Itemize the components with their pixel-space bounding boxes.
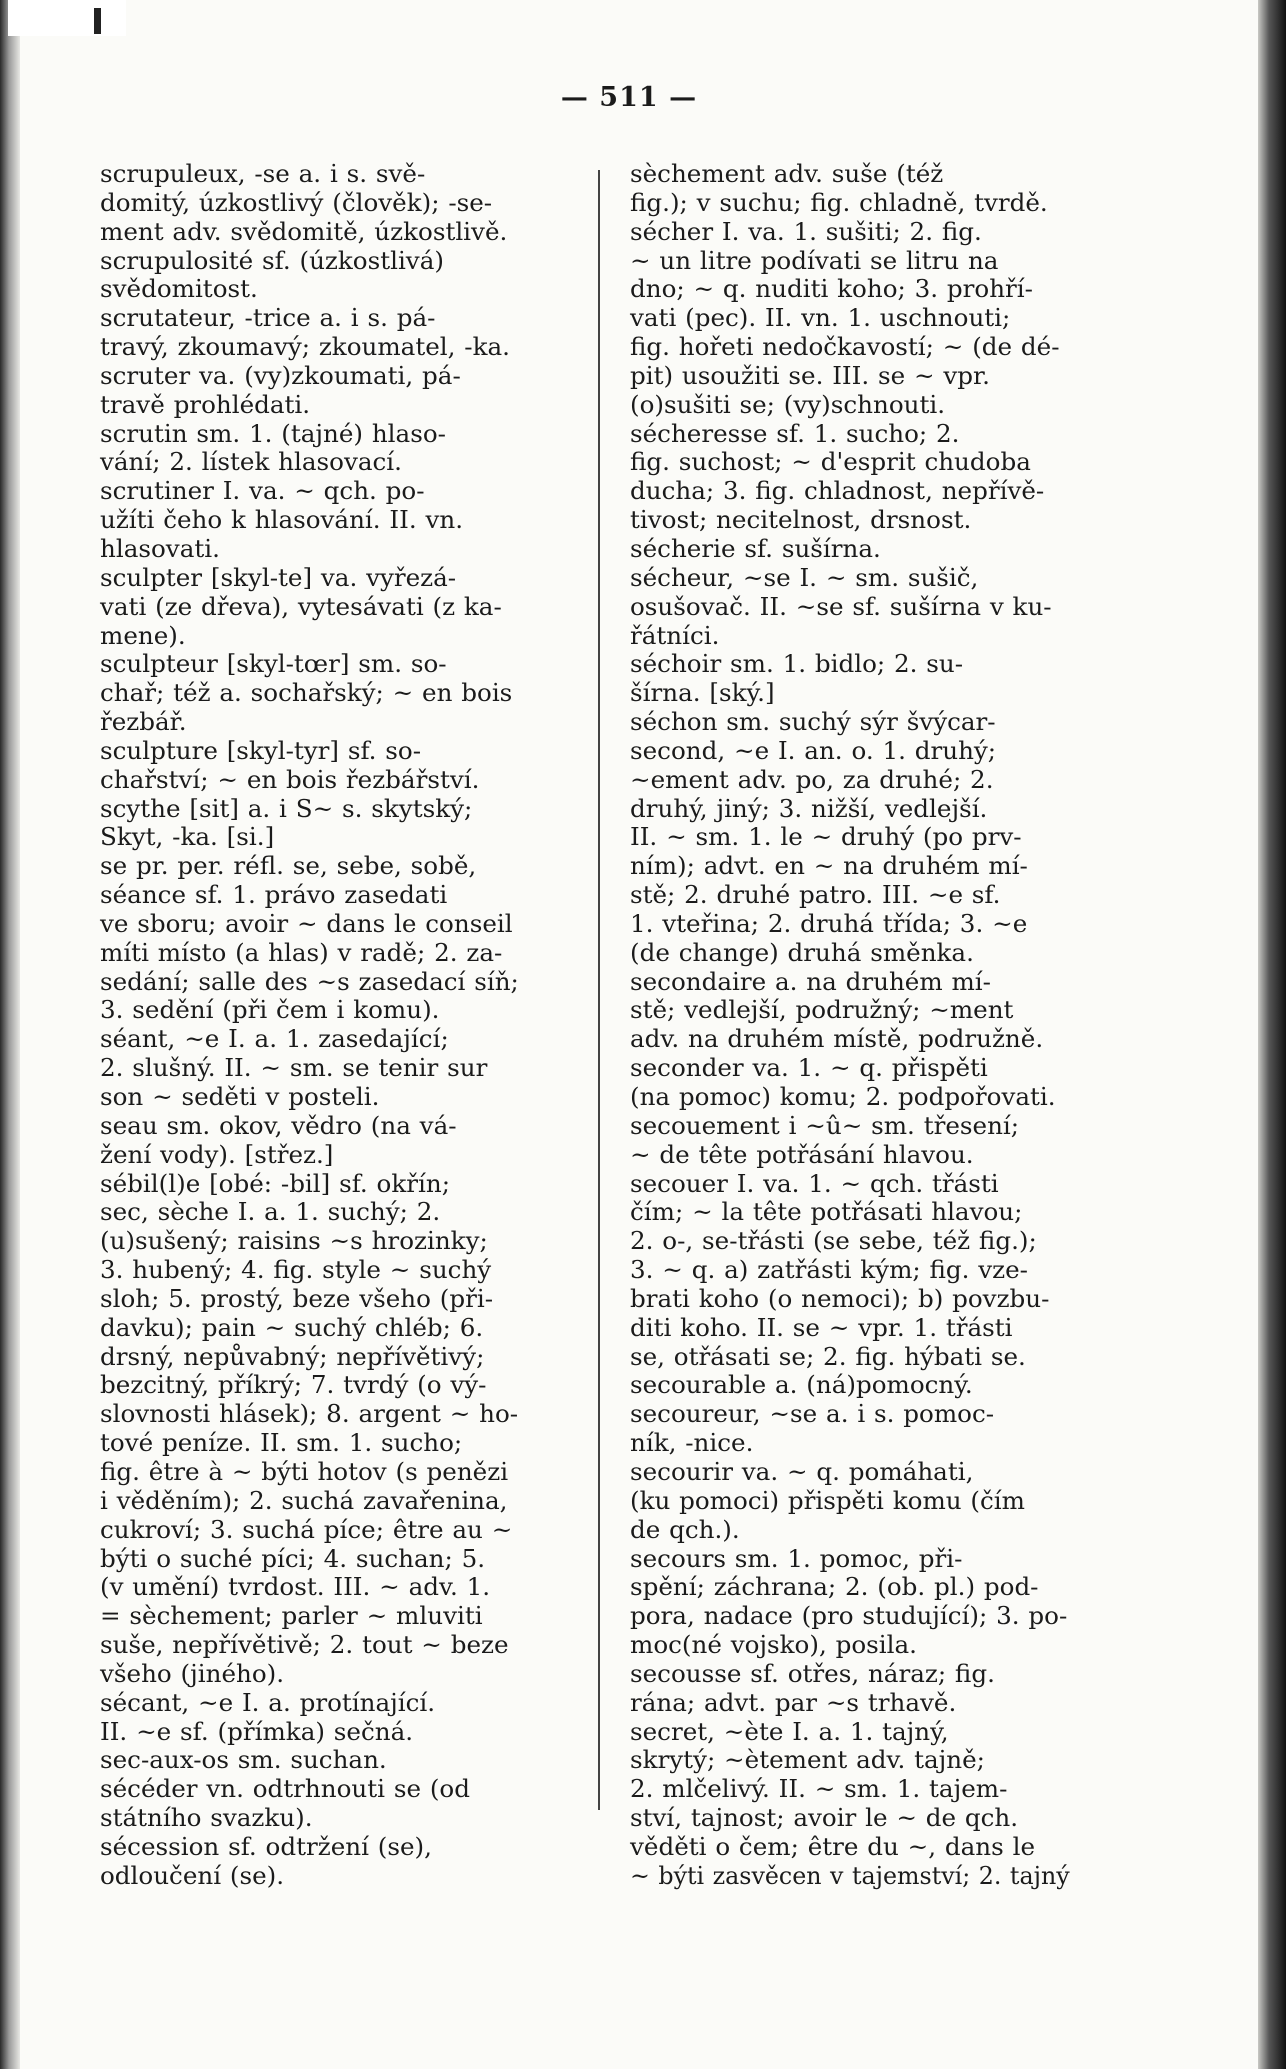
dictionary-line: míti místo (a hlas) v radě; 2. za- <box>100 937 503 967</box>
dictionary-line: sécheur, ~se I. ~ sm. sušič, <box>630 562 979 592</box>
dictionary-line: ství, tajnost; avoir le ~ de qch. <box>630 1803 1019 1833</box>
page-number: — 511 — <box>560 82 698 113</box>
dictionary-line: i věděním); 2. suchá zavařenina, <box>100 1485 508 1515</box>
dictionary-line: secouement i ~û~ sm. třesení; <box>630 1110 1020 1140</box>
dictionary-line: secours sm. 1. pomoc, při- <box>630 1543 963 1573</box>
dictionary-line: sculpture [skyl-tyr] sf. so- <box>100 735 422 765</box>
column-divider <box>598 170 600 1810</box>
dictionary-line: adv. na druhém místě, podružně. <box>630 1024 1044 1054</box>
dictionary-line: ducha; 3. fig. chladnost, nepřívě- <box>630 476 1045 506</box>
dictionary-line: 3. hubený; 4. fig. style ~ suchý <box>100 1255 492 1285</box>
dictionary-line: sécher I. va. 1. sušiti; 2. fig. <box>630 216 982 246</box>
dictionary-line: stě; 2. druhé patro. III. ~e sf. <box>630 880 1001 910</box>
dictionary-line: hlasovati. <box>100 533 220 563</box>
dictionary-line: domitý, úzkostlivý (člověk); -se- <box>100 187 493 217</box>
dictionary-line: fig. être à ~ býti hotov (s penězi <box>100 1456 509 1486</box>
dictionary-line: býti o suché píci; 4. suchan; 5. <box>100 1543 486 1573</box>
scan-left-edge <box>0 0 20 2069</box>
dictionary-line: sculpteur [skyl-tœr] sm. so- <box>100 649 447 679</box>
dictionary-line: mene). <box>100 620 186 650</box>
dictionary-line: ve sboru; avoir ~ dans le conseil <box>100 908 513 938</box>
dictionary-line: druhý, jiný; 3. nižší, vedlejší. <box>630 793 988 823</box>
dictionary-line: drsný, nepůvabný; nepřívětivý; <box>100 1341 485 1371</box>
dictionary-line: séant, ~e I. a. 1. zasedající; <box>100 1024 449 1054</box>
dictionary-line: rána; advt. par ~s trhavě. <box>630 1687 957 1717</box>
dictionary-line: séance sf. 1. právo zasedati <box>100 880 448 910</box>
dictionary-line: (v umění) tvrdost. III. ~ adv. 1. <box>100 1572 491 1602</box>
dictionary-line: II. ~ sm. 1. le ~ druhý (po prv- <box>630 822 1022 852</box>
dictionary-line: suše, nepřívětivě; 2. tout ~ beze <box>100 1630 509 1660</box>
dictionary-line: sèchement adv. suše (též <box>630 159 944 188</box>
dictionary-line: secousse sf. otřes, náraz; fig. <box>630 1658 995 1688</box>
dictionary-line: fig. suchost; ~ d'esprit chudoba <box>630 447 1031 477</box>
dictionary-line: chař; též a. sochařský; ~ en bois <box>100 678 513 708</box>
dictionary-line: scrupuleux, -se a. i s. svě- <box>100 159 426 188</box>
dictionary-line: cukroví; 3. suchá píce; être au ~ <box>100 1514 513 1544</box>
dictionary-line: diti koho. II. se ~ vpr. 1. třásti <box>630 1312 1013 1342</box>
dictionary-line: scythe [sit] a. i S~ s. skytský; <box>100 793 473 823</box>
dictionary-line: ~ement adv. po, za druhé; 2. <box>630 764 994 794</box>
dictionary-line: moc(né vojsko), posila. <box>630 1630 917 1660</box>
dictionary-line: secourir va. ~ q. pomáhati, <box>630 1456 974 1486</box>
dictionary-line: 3. ~ q. a) zatřásti kým; fig. vze- <box>630 1255 1028 1285</box>
dictionary-line: sculpter [skyl-te] va. vyřezá- <box>100 562 457 592</box>
dictionary-line: seconder va. 1. ~ q. přispěti <box>630 1053 988 1083</box>
dictionary-line: užíti čeho k hlasování. II. vn. <box>100 505 464 535</box>
dictionary-line: dno; ~ q. nuditi koho; 3. prohří- <box>630 274 1033 304</box>
dictionary-line: sloh; 5. prostý, beze všeho (při- <box>100 1283 494 1313</box>
dictionary-line: sébil(l)e [obé: -bil] sf. okřín; <box>100 1168 451 1198</box>
scan-right-edge <box>1258 0 1286 2069</box>
dictionary-line: 2. mlčelivý. II. ~ sm. 1. tajem- <box>630 1774 1008 1804</box>
scan-corner-mark <box>8 0 126 36</box>
dictionary-line: čím; ~ la tête potřásati hlavou; <box>630 1197 1023 1227</box>
dictionary-line: vati (pec). II. vn. 1. uschnouti; <box>630 303 1011 333</box>
dictionary-line: svědomitost. <box>100 274 258 304</box>
left-column <box>100 160 578 1891</box>
dictionary-line: odloučení (se). <box>100 1860 285 1890</box>
dictionary-line: scrutateur, -trice a. i s. pá- <box>100 303 436 333</box>
dictionary-line: tové peníze. II. sm. 1. sucho; <box>100 1428 463 1458</box>
dictionary-line: sécant, ~e I. a. protínající. <box>100 1687 436 1717</box>
scan-corner-bar <box>94 8 101 34</box>
dictionary-line: de qch.). <box>630 1514 740 1544</box>
dictionary-line: (u)sušený; raisins ~s hrozinky; <box>100 1226 488 1256</box>
dictionary-line: ment adv. svědomitě, úzkostlivě. <box>100 216 508 246</box>
dictionary-line: secret, ~ète I. a. 1. tajný, <box>630 1716 949 1746</box>
dictionary-line: 2. o-, se-třásti (se sebe, též fig.); <box>630 1226 1037 1256</box>
dictionary-line: 3. sedění (při čem i komu). <box>100 995 440 1025</box>
dictionary-line: II. ~e sf. (přímka) sečná. <box>100 1716 414 1746</box>
dictionary-line: řezbář. <box>100 707 187 737</box>
dictionary-line: (na pomoc) komu; 2. podpořovati. <box>630 1082 1056 1111</box>
dictionary-line: scrupulosité sf. (úzkostlivá) <box>100 245 444 275</box>
dictionary-line: brati koho (o nemoci); b) povzbu- <box>630 1283 1050 1313</box>
dictionary-line: (o)sušiti se; (vy)schnouti. <box>630 389 946 419</box>
dictionary-line: séchon sm. suchý sýr švýcar- <box>630 707 996 737</box>
dictionary-line: Skyt, -ka. [si.] <box>100 822 275 852</box>
dictionary-line: ník, -nice. <box>630 1428 754 1458</box>
dictionary-line: fig. hořeti nedočkavostí; ~ (de dé- <box>630 332 1060 362</box>
dictionary-line: ~ býti zasvěcen v tajemství; 2. tajný <box>630 1860 1070 1890</box>
dictionary-line: second, ~e I. an. o. 1. druhý; <box>630 735 997 765</box>
dictionary-line: travě prohlédati. <box>100 389 311 419</box>
dictionary-line: vati (ze dřeva), vytesávati (z ka- <box>100 591 502 621</box>
dictionary-line: davku); pain ~ suchý chléb; 6. <box>100 1312 484 1342</box>
dictionary-line: secoureur, ~se a. i s. pomoc- <box>630 1399 995 1429</box>
dictionary-line: řátníci. <box>630 620 720 650</box>
dictionary-line: (de change) druhá směnka. <box>630 937 974 967</box>
dictionary-line: = sèchement; parler ~ mluviti <box>100 1601 483 1631</box>
dictionary-line: tivost; necitelnost, drsnost. <box>630 505 972 535</box>
dictionary-line: scrutin sm. 1. (tajné) hlaso- <box>100 418 446 448</box>
dictionary-line: sécherie sf. sušírna. <box>630 533 881 563</box>
dictionary-line: žení vody). [střez.] <box>100 1139 334 1169</box>
dictionary-line: 1. vteřina; 2. druhá třída; 3. ~e <box>630 908 1028 938</box>
dictionary-line: osušovač. II. ~se sf. sušírna v ku- <box>630 591 1052 621</box>
dictionary-line: sécession sf. odtržení (se), <box>100 1831 432 1861</box>
dictionary-line: seau sm. okov, vědro (na vá- <box>100 1110 457 1140</box>
dictionary-line: šírna. [ský.] <box>630 678 775 708</box>
dictionary-line: secouer I. va. 1. ~ qch. třásti <box>630 1168 999 1198</box>
dictionary-line: séchoir sm. 1. bidlo; 2. su- <box>630 649 964 679</box>
dictionary-line: bezcitný, příkrý; 7. tvrdý (o vý- <box>100 1370 487 1400</box>
dictionary-line: vání; 2. lístek hlasovací. <box>100 447 402 477</box>
dictionary-line: sec, sèche I. a. 1. suchý; 2. <box>100 1197 441 1227</box>
dictionary-line: ~ un litre podívati se litru na <box>630 245 999 275</box>
dictionary-line: son ~ seděti v posteli. <box>100 1082 380 1111</box>
right-column <box>630 160 1070 1891</box>
dictionary-line: státního svazku). <box>100 1803 313 1833</box>
dictionary-line: fig.); v suchu; fig. chladně, tvrdě. <box>630 187 1048 217</box>
dictionary-line: se, otřásati se; 2. fig. hýbati se. <box>630 1341 1026 1371</box>
dictionary-line: ~ de tête potřásání hlavou. <box>630 1139 974 1169</box>
dictionary-line: secourable a. (ná)pomocný. <box>630 1370 973 1400</box>
dictionary-line: slovnosti hlásek); 8. argent ~ ho- <box>100 1399 519 1429</box>
dictionary-line: skrytý; ~ètement adv. tajně; <box>630 1745 985 1775</box>
dictionary-line: scrutiner I. va. ~ qch. po- <box>100 476 425 506</box>
dictionary-line: scruter va. (vy)zkoumati, pá- <box>100 360 461 390</box>
dictionary-line: secondaire a. na druhém mí- <box>630 966 991 996</box>
dictionary-line: sedání; salle des ~s zasedací síň; <box>100 966 519 996</box>
dictionary-line: chařství; ~ en bois řezbářství. <box>100 764 480 794</box>
dictionary-line: sec-aux-os sm. suchan. <box>100 1745 387 1775</box>
dictionary-line: ním); advt. en ~ na druhém mí- <box>630 851 1028 881</box>
dictionary-line: se pr. per. réfl. se, sebe, sobě, <box>100 851 477 881</box>
dictionary-line: sécheresse sf. 1. sucho; 2. <box>630 418 960 448</box>
dictionary-line: stě; vedlejší, podružný; ~ment <box>630 995 1014 1025</box>
dictionary-line: všeho (jiného). <box>100 1658 285 1688</box>
dictionary-line: pora, nadace (pro studující); 3. po- <box>630 1601 1068 1631</box>
dictionary-line: 2. slušný. II. ~ sm. se tenir sur <box>100 1053 488 1083</box>
dictionary-line: travý, zkoumavý; zkoumatel, -ka. <box>100 332 510 362</box>
dictionary-line: věděti o čem; être du ~, dans le <box>630 1831 1036 1861</box>
dictionary-line: pit) usoužiti se. III. se ~ vpr. <box>630 360 990 390</box>
dictionary-line: (ku pomoci) přispěti komu (čím <box>630 1485 1025 1515</box>
dictionary-line: sécéder vn. odtrhnouti se (od <box>100 1774 470 1804</box>
dictionary-line: spění; záchrana; 2. (ob. pl.) pod- <box>630 1572 1039 1602</box>
